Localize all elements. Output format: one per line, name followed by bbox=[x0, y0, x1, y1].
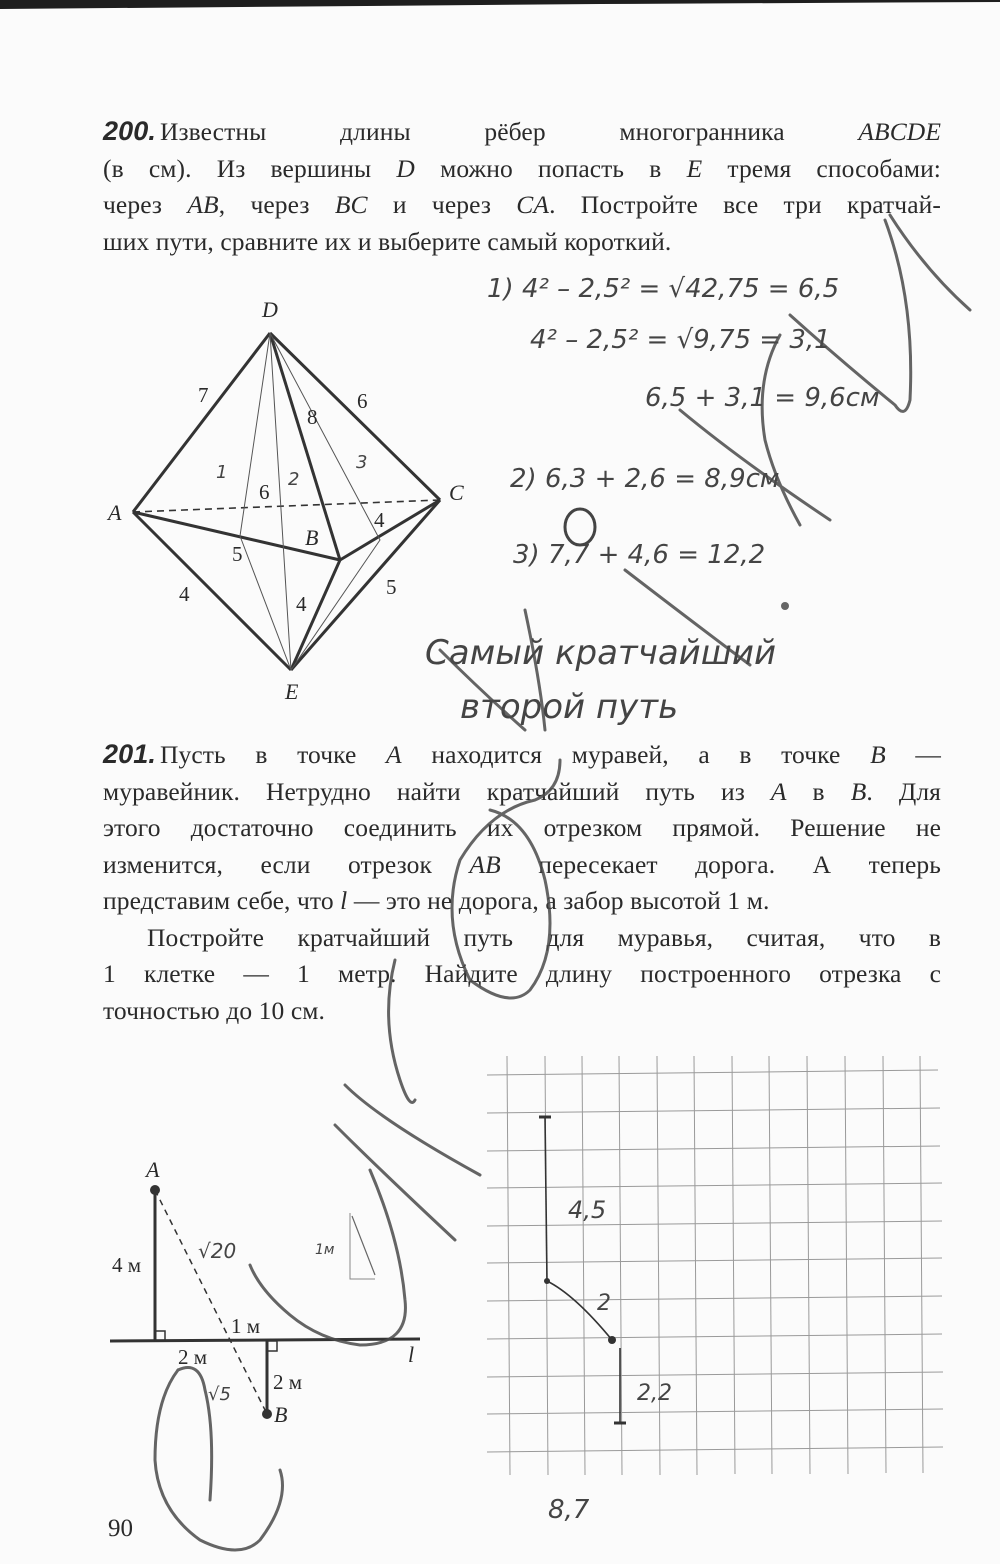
edge-ac-length: 6 bbox=[259, 480, 270, 504]
problem-200-line-1: 200. Известны длины рёбер многогранника ABCDE bbox=[103, 116, 941, 146]
edge-ce-length: 5 bbox=[386, 575, 397, 599]
problem-200-line-4: ших пути, сравните их и выберите самый короткий. bbox=[103, 226, 672, 256]
vertex-d-label: D bbox=[262, 297, 278, 322]
problem-200-line-2: (в см). Из вершины D можно попасть в E тремя способами: bbox=[103, 153, 941, 183]
vertex-c-label: C bbox=[449, 480, 464, 505]
conclusion-line-2: второй путь bbox=[460, 687, 679, 727]
problem-number: 201. bbox=[103, 739, 156, 769]
problem-number: 200. bbox=[103, 116, 156, 146]
edge-da-length: 7 bbox=[198, 383, 209, 407]
vertex-a-label: A bbox=[108, 500, 122, 525]
segment-3-length: 2,2 bbox=[637, 1381, 672, 1406]
hand-sqrt20: √20 bbox=[198, 1239, 237, 1263]
point-b-label: B bbox=[274, 1402, 288, 1427]
edge-dc-length: 6 bbox=[357, 389, 368, 413]
edge-bc-mark: 4 bbox=[374, 508, 385, 532]
hand-sqrt5: √5 bbox=[208, 1384, 231, 1405]
point-a bbox=[150, 1185, 160, 1195]
solution-200-handwriting bbox=[425, 274, 880, 727]
problem-201-line-8: точностью до 10 см. bbox=[103, 995, 325, 1025]
problem-201-line-5: представим себе, что l — это не дорога, а забор высотой 1 м. bbox=[103, 886, 770, 915]
polyhedron-figure bbox=[106, 297, 464, 704]
vertex-e-label: E bbox=[285, 679, 299, 704]
problem-201-line-4: изменится, если отрезок AB пересекает дорога. А теперь bbox=[103, 849, 942, 879]
problem-200-line-3: через AB, через BC и через CA. Постройте все три кратчай- bbox=[103, 190, 941, 219]
path-1-label: 1 bbox=[216, 462, 228, 483]
solution-step-1-line-1: 1) 4² – 2,5² = √42,75 = 6,5 bbox=[487, 274, 840, 304]
solution-step-2: 2) 6,3 + 2,6 = 8,9см bbox=[510, 464, 780, 494]
solution-step-3: 3) 7,7 + 4,6 = 12,2 bbox=[513, 540, 766, 570]
conclusion-line-1: Самый кратчайший bbox=[425, 633, 777, 673]
page-number: 90 bbox=[108, 1515, 133, 1542]
label-2m-horizontal: 2 м bbox=[178, 1345, 208, 1369]
line-l-label: l bbox=[408, 1342, 415, 1367]
path-2-label: 2 bbox=[288, 469, 300, 490]
label-2m-vertical: 2 м bbox=[273, 1370, 303, 1394]
problem-201-line-3: этого достаточно соединить их отрезком прямой. Решение не bbox=[103, 813, 941, 842]
hand-1m: 1м bbox=[315, 1242, 335, 1258]
solution-step-1-line-2: 4² – 2,5² = √9,75 = 3,1 bbox=[530, 325, 831, 355]
segment-1-length: 4,5 bbox=[568, 1196, 607, 1224]
edge-ab-mark: 5 bbox=[232, 542, 243, 566]
edge-be-length: 4 bbox=[296, 592, 307, 616]
point-a-label: A bbox=[146, 1157, 160, 1182]
edge-ae-length: 4 bbox=[179, 582, 190, 606]
edge-db-length: 8 bbox=[307, 405, 318, 429]
label-4m: 4 м bbox=[112, 1253, 142, 1277]
problem-201-line-1: 201. Пусть в точке A находится муравей, а в точке B — bbox=[103, 739, 941, 769]
path-3-label: 3 bbox=[356, 452, 368, 473]
grid-lines bbox=[487, 1056, 943, 1475]
problem-201-line-7: 1 клетке — 1 метр. Найдите длину построенного отрезка с bbox=[103, 959, 941, 988]
label-1m: 1 м bbox=[231, 1314, 261, 1338]
segment-2-length: 2 bbox=[597, 1291, 611, 1316]
problem-201-line-2: муравейник. Нетрудно найти кратчайший путь из A в B. Для bbox=[103, 776, 941, 806]
pencil-dot bbox=[781, 602, 789, 610]
grid-solution bbox=[487, 1056, 943, 1525]
point-b bbox=[262, 1409, 272, 1419]
total-length: 8,7 bbox=[548, 1495, 590, 1525]
vertex-b-label: B bbox=[305, 525, 319, 550]
problem-201-line-6: Постройте кратчайший путь для муравья, считая, что в bbox=[147, 922, 941, 952]
solution-step-1-line-3: 6,5 + 3,1 = 9,6см bbox=[645, 383, 880, 413]
